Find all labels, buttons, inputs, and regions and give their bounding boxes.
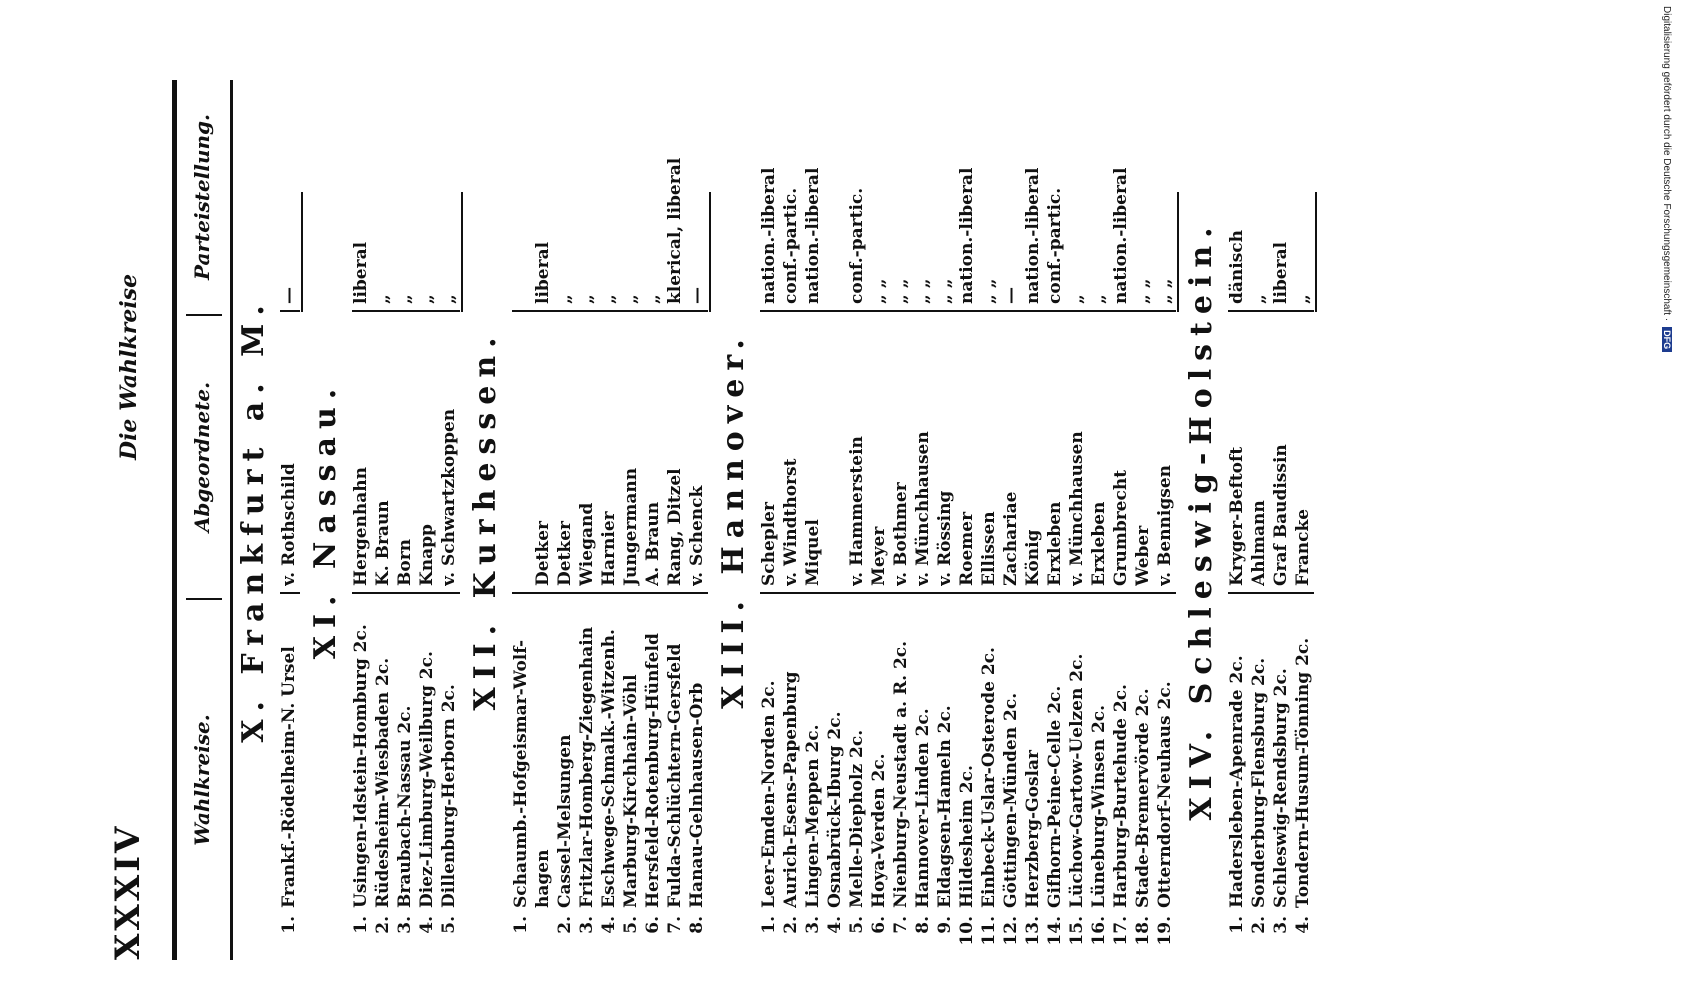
table-row (1248, 80, 1270, 960)
table-row (664, 80, 686, 960)
section-bottom-rule (709, 192, 711, 312)
deputy-name: v. Hammerstein (847, 436, 867, 586)
district-name: Cassel-Melsungen (555, 734, 575, 908)
district-name: Sonderburg-Flensburg 2c. (1249, 657, 1269, 908)
row-number: 3. (1271, 916, 1291, 934)
deputy-name: Ahlmann (1249, 500, 1269, 586)
district-name: Usingen-Idstein-Homburg 2c. (351, 624, 371, 908)
party-affiliation: „ (1249, 294, 1269, 304)
deputy-name: Grumbrecht (1111, 469, 1131, 586)
district-name: Hoya-Verden 2c. (869, 753, 889, 908)
column-header-deputy: Abgeordnete. (190, 381, 214, 533)
party-affiliation: „ „ (891, 278, 911, 304)
deputy-name: v. Windthorst (781, 458, 801, 586)
deputy-name: v. Münchhausen (913, 431, 933, 586)
party-affiliation: „ „ (869, 278, 889, 304)
district-name: Otterndorf-Neuhaus 2c. (1155, 681, 1175, 908)
party-affiliation: nation.-liberal (1111, 167, 1131, 304)
row-number: 7. (665, 916, 685, 934)
deputy-name: Born (395, 538, 415, 586)
party-affiliation: „ „ (935, 278, 955, 304)
deputy-name: Miquel (803, 519, 823, 586)
row-number: 4. (417, 916, 437, 934)
district-name: Hildesheim 2c. (957, 765, 977, 908)
row-number: 5. (621, 916, 641, 934)
column-rule (512, 310, 708, 312)
section-bottom-rule (461, 192, 463, 312)
district-name: Aurich-Esens-Papenburg (781, 671, 801, 908)
row-number: 2. (1249, 916, 1269, 934)
district-name: Hersfeld-Rotenburg-Hünfeld (643, 633, 663, 908)
party-affiliation: „ (577, 294, 597, 304)
table-row (758, 80, 780, 960)
section-bottom-rule (1177, 192, 1179, 312)
district-name: Eldagsen-Hameln 2c. (935, 705, 955, 908)
deputy-name: Weber (1133, 525, 1153, 586)
district-name: Lüchow-Gartow-Uelzen 2c. (1067, 653, 1087, 908)
district-name: Tondern-Husum-Tönning 2c. (1293, 637, 1313, 908)
row-number: 9. (935, 916, 955, 934)
row-number: 6. (643, 916, 663, 934)
row-number: 3. (395, 916, 415, 934)
row-number: 2. (555, 916, 575, 934)
table-row (394, 80, 416, 960)
deputy-name: Hergenhahn (351, 467, 371, 586)
district-name: Dillenburg-Herborn 2c. (439, 684, 459, 908)
table-row (1088, 80, 1110, 960)
section-title: XIII. Hannover. (716, 331, 751, 709)
row-number: 4. (1293, 916, 1313, 934)
row-number: 1. (279, 916, 299, 934)
deputy-name: Detker (555, 521, 575, 586)
section-bottom-rule (1315, 192, 1317, 312)
table-row (934, 80, 956, 960)
deputy-name: Roemer (957, 511, 977, 586)
row-number: 5. (439, 916, 459, 934)
party-affiliation: „ (395, 294, 415, 304)
party-affiliation: klerical, liberal (665, 157, 685, 304)
section-title: XIV. Schleswig-Holstein. (1184, 219, 1219, 821)
deputy-name: v. Rothschild (279, 463, 299, 586)
party-affiliation: conf.-partic. (781, 187, 801, 304)
party-affiliation: dänisch (1227, 229, 1247, 304)
row-number: 4. (825, 916, 845, 934)
party-affiliation: conf.-partic. (847, 187, 867, 304)
table-row (1226, 80, 1248, 960)
deputy-name: Meyer (869, 526, 889, 586)
column-rule (760, 310, 1176, 312)
running-head: Die Wahlkreise (116, 273, 142, 460)
deputy-name: v. Bothmer (891, 482, 911, 586)
party-affiliation: — (1001, 287, 1021, 304)
district-name: Fulda-Schlüchtern-Gersfeld (665, 643, 685, 908)
district-name: Rüdesheim-Wiesbaden 2c. (373, 657, 393, 908)
row-number: 19. (1155, 916, 1175, 946)
deputy-name: A. Braun (643, 501, 663, 586)
party-affiliation: „ „ (979, 278, 999, 304)
table-row (1154, 80, 1176, 960)
table-row (642, 80, 664, 960)
row-number: 1. (759, 916, 779, 934)
election-table (168, 80, 1388, 960)
row-number: 12. (1001, 916, 1021, 946)
column-rule (1228, 310, 1314, 312)
table-row (1292, 80, 1314, 960)
row-number: 5. (847, 916, 867, 934)
table-row (978, 80, 1000, 960)
digitization-credit (1658, 6, 1672, 946)
deputy-name: Schepler (759, 502, 779, 586)
column-rule (352, 592, 460, 594)
row-number: 14. (1045, 916, 1065, 946)
table-row (824, 80, 846, 960)
party-affiliation: „ „ (1155, 278, 1175, 304)
party-affiliation: „ (439, 294, 459, 304)
deputy-name: K. Braun (373, 500, 393, 586)
section-title: XI. Nassau. (308, 380, 343, 660)
table-row (1270, 80, 1292, 960)
column-rule (280, 310, 300, 312)
party-affiliation: — (279, 287, 299, 304)
row-number: 8. (913, 916, 933, 934)
row-number: 2. (373, 916, 393, 934)
party-affiliation: „ (1067, 294, 1087, 304)
party-affiliation: nation.-liberal (1023, 167, 1043, 304)
row-number: 6. (869, 916, 889, 934)
page-number: XXXIV (108, 823, 148, 960)
table-row (510, 80, 532, 960)
deputy-name: Zachariae (1001, 491, 1021, 586)
district-name: Schleswig-Rendsburg 2c. (1271, 668, 1291, 908)
district-name: Marburg-Kirchhain-Vöhl (621, 674, 641, 908)
deputy-name: Harnier (599, 511, 619, 586)
row-number: 13. (1023, 916, 1043, 946)
header-separator (186, 598, 222, 600)
deputy-name: Detker (533, 521, 553, 586)
district-name: Harburg-Burtehude 2c. (1111, 684, 1131, 908)
table-row (278, 80, 300, 960)
section-title: XII. Kurhessen. (468, 329, 503, 711)
table-row (686, 80, 708, 960)
party-affiliation: liberal (351, 241, 371, 304)
district-name: Nienburg-Neustadt a. R. 2c. (891, 640, 911, 908)
table-row (780, 80, 802, 960)
deputy-name: Ellissen (979, 511, 999, 586)
district-name: Lüneburg-Winsen 2c. (1089, 704, 1109, 908)
table-row (890, 80, 912, 960)
table-row (554, 80, 576, 960)
dfg-logo: DFG (1662, 327, 1672, 352)
deputy-name: Jungermann (621, 467, 641, 586)
district-name: Stade-Bremervörde 2c. (1133, 688, 1153, 908)
table-row (1044, 80, 1066, 960)
table-row (1132, 80, 1154, 960)
row-number: 17. (1111, 916, 1131, 946)
table-row (576, 80, 598, 960)
column-rule (760, 592, 1176, 594)
row-number: 7. (891, 916, 911, 934)
district-name: Frankf.-Rödelheim-N. Ursel (279, 646, 299, 908)
table-row (532, 80, 554, 960)
table-row (416, 80, 438, 960)
party-affiliation: „ „ (913, 278, 933, 304)
party-affiliation: „ (643, 294, 663, 304)
deputy-name: Rang, Ditzel (665, 468, 685, 586)
deputy-name: Wiegand (577, 502, 597, 586)
column-header-district: Wahlkreise. (190, 714, 214, 846)
table-row (1000, 80, 1022, 960)
table-row (350, 80, 372, 960)
district-name: Gifhorn-Peine-Celle 2c. (1045, 685, 1065, 908)
table-row (846, 80, 868, 960)
table-top-rule (172, 80, 177, 960)
row-number: 1. (511, 916, 531, 934)
district-name: Leer-Emden-Norden 2c. (759, 680, 779, 908)
deputy-name: Francke (1293, 508, 1313, 586)
party-affiliation: „ (599, 294, 619, 304)
district-name: hagen (533, 849, 553, 908)
column-rule (280, 592, 300, 594)
column-rule (512, 592, 708, 594)
table-row (372, 80, 394, 960)
district-name: Fritzlar-Homberg-Ziegenhain (577, 626, 597, 908)
party-affiliation: „ (621, 294, 641, 304)
row-number: 8. (687, 916, 707, 934)
table-row (620, 80, 642, 960)
district-name: Osnabrück-Iburg 2c. (825, 711, 845, 908)
table-header-rule (230, 80, 233, 960)
party-affiliation: „ (373, 294, 393, 304)
row-number: 1. (351, 916, 371, 934)
table-row (912, 80, 934, 960)
row-number: 2. (781, 916, 801, 934)
district-name: Eschwege-Schmalk.-Witzenh. (599, 629, 619, 908)
district-name: Hannover-Linden 2c. (913, 708, 933, 908)
row-number: 16. (1089, 916, 1109, 946)
row-number: 3. (803, 916, 823, 934)
party-affiliation: „ (555, 294, 575, 304)
party-affiliation: liberal (1271, 241, 1291, 304)
table-row (438, 80, 460, 960)
district-name: Einbeck-Uslar-Osterode 2c. (979, 647, 999, 908)
deputy-name: v. Münchhausen (1067, 431, 1087, 586)
district-name: Lingen-Meppen 2c. (803, 724, 823, 908)
deputy-name: Graf Baudissin (1271, 444, 1291, 586)
credit-text: Digitalisierung gefördert durch die Deutsche Forschungsgemeinschaft · (1661, 6, 1672, 322)
column-rule (1228, 592, 1314, 594)
table-row (1022, 80, 1044, 960)
district-name: Schaumb.-Hofgeismar-Wolf- (511, 639, 531, 908)
section-bottom-rule (301, 192, 303, 312)
deputy-name: v. Rössing (935, 490, 955, 586)
column-header-party: Parteistellung. (190, 114, 214, 281)
deputy-name: v. Bennigsen (1155, 464, 1175, 586)
party-affiliation: nation.-liberal (759, 167, 779, 304)
district-name: Diez-Limburg-Weilburg 2c. (417, 651, 437, 908)
section-title: X. Frankfurt a. M. (236, 297, 271, 743)
deputy-name: v. Schwartzkoppen (439, 408, 459, 586)
row-number: 3. (577, 916, 597, 934)
table-row (598, 80, 620, 960)
deputy-name: Kryger-Beftoft (1227, 446, 1247, 586)
column-rule (352, 310, 460, 312)
party-affiliation: „ (1089, 294, 1109, 304)
district-name: Braubach-Nassau 2c. (395, 705, 415, 908)
party-affiliation: nation.-liberal (803, 167, 823, 304)
table-row (1066, 80, 1088, 960)
row-number: 4. (599, 916, 619, 934)
table-row (802, 80, 824, 960)
deputy-name: Erxleben (1089, 501, 1109, 586)
district-name: Hadersleben-Apenrade 2c. (1227, 655, 1247, 908)
row-number: 1. (1227, 916, 1247, 934)
deputy-name: Knapp (417, 524, 437, 586)
row-number: 11. (979, 916, 999, 946)
party-affiliation: „ (417, 294, 437, 304)
party-affiliation: „ „ (1133, 278, 1153, 304)
party-affiliation: — (687, 287, 707, 304)
row-number: 10. (957, 916, 977, 946)
district-name: Hanau-Gelnhausen-Orb (687, 682, 707, 908)
party-affiliation: liberal (533, 241, 553, 304)
scanned-page (90, 80, 1470, 960)
row-number: 18. (1133, 916, 1153, 946)
district-name: Melle-Diepholz 2c. (847, 729, 867, 908)
deputy-name: v. Schenck (687, 485, 707, 586)
party-affiliation: „ (1293, 294, 1313, 304)
party-affiliation: nation.-liberal (957, 167, 977, 304)
header-separator (186, 314, 222, 316)
party-affiliation: conf.-partic. (1045, 187, 1065, 304)
table-row (868, 80, 890, 960)
district-name: Herzberg-Goslar (1023, 750, 1043, 908)
table-row (956, 80, 978, 960)
deputy-name: König (1023, 529, 1043, 586)
district-name: Göttingen-Münden 2c. (1001, 692, 1021, 908)
table-row (1110, 80, 1132, 960)
row-number: 15. (1067, 916, 1087, 946)
deputy-name: Erxleben (1045, 501, 1065, 586)
